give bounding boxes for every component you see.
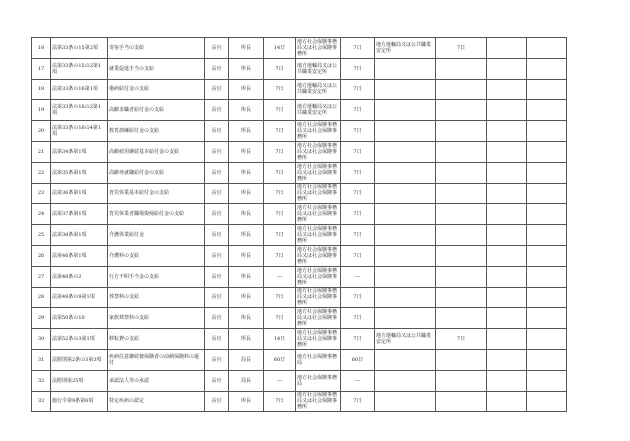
- delegate-cell: 所長: [229, 141, 264, 162]
- office-period-cell: 7日: [341, 38, 375, 59]
- secondary-period-cell: [436, 141, 487, 162]
- delegate-cell: 所長: [229, 329, 264, 350]
- procedure-cell: 葬祭料の支給: [108, 287, 205, 308]
- notes-cell: [527, 349, 567, 370]
- notes-cell: [527, 183, 567, 204]
- remarks-cell: [487, 204, 527, 225]
- secondary-period-cell: [436, 100, 487, 121]
- secondary-office-cell: [375, 391, 436, 412]
- office-period-cell: 7日: [341, 183, 375, 204]
- secondary-period-cell: [436, 266, 487, 287]
- notes-cell: [527, 225, 567, 246]
- legal-basis-cell: 法第38条第1項: [51, 225, 108, 246]
- legal-basis-cell: 法第33条の15第2項: [51, 38, 108, 59]
- delegate-cell: 所長: [229, 266, 264, 287]
- notes-cell: [527, 38, 567, 59]
- notes-cell: [527, 329, 567, 350]
- delegate-cell: 所長: [229, 58, 264, 79]
- delegate-cell: 所長: [229, 225, 264, 246]
- standard-period-cell: 7日: [264, 183, 296, 204]
- remarks-cell: [487, 58, 527, 79]
- secondary-period-cell: [436, 58, 487, 79]
- office-period-cell: 60日: [341, 349, 375, 370]
- office-cell: 地方運輸局又は公共職業安定所: [296, 100, 341, 121]
- office-period-cell: 7日: [341, 391, 375, 412]
- notes-cell: [527, 308, 567, 329]
- table-row: [32, 391, 567, 412]
- secondary-period-cell: [436, 204, 487, 225]
- office-period-cell: —: [341, 266, 375, 287]
- delegate-cell: 所長: [229, 287, 264, 308]
- authority-cell: 長官: [205, 100, 229, 121]
- row-number-cell: 20: [32, 121, 51, 142]
- secondary-office-cell: [375, 245, 436, 266]
- secondary-office-cell: [375, 204, 436, 225]
- office-period-cell: 7日: [341, 100, 375, 121]
- secondary-office-cell: [375, 308, 436, 329]
- secondary-period-cell: [436, 225, 487, 246]
- table-row: [32, 204, 567, 225]
- secondary-period-cell: [436, 183, 487, 204]
- row-number-cell: 18: [32, 79, 51, 100]
- remarks-cell: [487, 79, 527, 100]
- secondary-period-cell: [436, 391, 487, 412]
- secondary-office-cell: [375, 370, 436, 391]
- remarks-cell: [487, 287, 527, 308]
- office-cell: 地方社会保険事務局又は社会保険事務所: [296, 121, 341, 142]
- standard-period-cell: 7日: [264, 100, 296, 121]
- remarks-cell: [487, 38, 527, 59]
- procedure-cell: 高齢雇用継続基本給付金の支給: [108, 141, 205, 162]
- secondary-period-cell: 7日: [436, 329, 487, 350]
- table-row: [32, 370, 567, 391]
- table-row: [32, 349, 567, 370]
- secondary-office-cell: [375, 183, 436, 204]
- procedure-cell: 特定疾病の認定: [108, 391, 205, 412]
- delegate-cell: 所長: [229, 391, 264, 412]
- legal-basis-cell: 施行令第9条第6項: [51, 391, 108, 412]
- authority-cell: 長官: [205, 141, 229, 162]
- secondary-office-cell: [375, 349, 436, 370]
- row-number-cell: 30: [32, 329, 51, 350]
- notes-cell: [527, 100, 567, 121]
- row-number-cell: 32: [32, 370, 51, 391]
- notes-cell: [527, 391, 567, 412]
- table-row: [32, 38, 567, 59]
- secondary-office-cell: 地方運輸局又は公共職業安定所: [375, 329, 436, 350]
- delegate-cell: 所長: [229, 121, 264, 142]
- procedure-cell: 高齢再就職給付金の支給: [108, 162, 205, 183]
- office-period-cell: 7日: [341, 162, 375, 183]
- table-row: [32, 245, 567, 266]
- authority-cell: 長官: [205, 183, 229, 204]
- row-number-cell: 26: [32, 245, 51, 266]
- office-cell: 地方社会保険事務局又は社会保険事務所: [296, 38, 341, 59]
- table-row: [32, 100, 567, 121]
- authority-cell: 長官: [205, 287, 229, 308]
- authority-cell: 長官: [205, 266, 229, 287]
- office-period-cell: 7日: [341, 79, 375, 100]
- secondary-period-cell: [436, 245, 487, 266]
- legal-basis-cell: 法第33条の16第1項: [51, 79, 108, 100]
- notes-cell: [527, 245, 567, 266]
- office-cell: 地方社会保険事務局又は社会保険事務所: [296, 287, 341, 308]
- legal-basis-cell: 法第50条の10: [51, 308, 108, 329]
- standard-period-cell: 7日: [264, 391, 296, 412]
- secondary-period-cell: [436, 370, 487, 391]
- office-cell: 地方運輸局又は公共職業安定所: [296, 79, 341, 100]
- procedure-cell: 高齢求職者給付金の支給: [108, 100, 205, 121]
- procedure-cell: 承認法人等の承認: [108, 370, 205, 391]
- secondary-period-cell: 7日: [436, 38, 487, 59]
- office-cell: 地方社会保険事務局又は社会保険事務所: [296, 329, 341, 350]
- document-sheet: [31, 37, 567, 412]
- remarks-cell: [487, 391, 527, 412]
- legal-basis-cell: 法第37条第1項: [51, 204, 108, 225]
- office-cell: 地方社会保険事務局又は社会保険事務所: [296, 204, 341, 225]
- authority-cell: 長官: [205, 121, 229, 142]
- legal-basis-cell: 法附則第2条の3第3項: [51, 349, 108, 370]
- secondary-period-cell: [436, 162, 487, 183]
- authority-cell: 長官: [205, 308, 229, 329]
- authority-cell: 長官: [205, 38, 229, 59]
- office-cell: 地方運輸局又は公共職業安定所: [296, 58, 341, 79]
- legal-basis-cell: 法第48条の2: [51, 266, 108, 287]
- procedure-cell: 行方不明手当金の支給: [108, 266, 205, 287]
- row-number-cell: 31: [32, 349, 51, 370]
- row-number-cell: 23: [32, 183, 51, 204]
- delegate-cell: 局長: [229, 370, 264, 391]
- row-number-cell: 17: [32, 58, 51, 79]
- office-cell: 地方社会保険事務局又は社会保険事務所: [296, 141, 341, 162]
- standard-period-cell: 7日: [264, 225, 296, 246]
- procedure-cell: 疾病任意継続被保険者の前納保険料の還付: [108, 349, 205, 370]
- office-cell: 地方社会保険事務局又は社会保険事務所: [296, 308, 341, 329]
- row-number-cell: 27: [32, 266, 51, 287]
- secondary-office-cell: [375, 58, 436, 79]
- notes-cell: [527, 58, 567, 79]
- remarks-cell: [487, 121, 527, 142]
- secondary-office-cell: [375, 287, 436, 308]
- notes-cell: [527, 162, 567, 183]
- table-row: [32, 141, 567, 162]
- procedure-cell: 育児休業者職場復帰給付金の支給: [108, 204, 205, 225]
- legal-basis-cell: 法第49条の9第1項: [51, 287, 108, 308]
- secondary-office-cell: 地方運輸局又は公共職業安定所: [375, 38, 436, 59]
- table-row: [32, 225, 567, 246]
- standard-period-cell: 7日: [264, 79, 296, 100]
- office-cell: 地方社会保険事務局又は社会保険事務所: [296, 183, 341, 204]
- delegate-cell: 所長: [229, 100, 264, 121]
- remarks-cell: [487, 162, 527, 183]
- table-row: [32, 266, 567, 287]
- office-cell: 地方社会保険事務局又は社会保険事務所: [296, 162, 341, 183]
- legal-basis-cell: 法第33条の15の2第1項: [51, 58, 108, 79]
- legal-basis-cell: 法第34条第1項: [51, 141, 108, 162]
- delegate-cell: 所長: [229, 308, 264, 329]
- secondary-office-cell: [375, 100, 436, 121]
- standard-period-cell: —: [264, 370, 296, 391]
- legal-basis-cell: 法第36条第1項: [51, 183, 108, 204]
- row-number-cell: 21: [32, 141, 51, 162]
- row-number-cell: 29: [32, 308, 51, 329]
- secondary-period-cell: [436, 308, 487, 329]
- notes-cell: [527, 287, 567, 308]
- office-period-cell: —: [341, 370, 375, 391]
- authority-cell: 長官: [205, 58, 229, 79]
- secondary-period-cell: [436, 349, 487, 370]
- remarks-cell: [487, 266, 527, 287]
- row-number-cell: 18: [32, 38, 51, 59]
- row-number-cell: 19: [32, 100, 51, 121]
- secondary-period-cell: [436, 121, 487, 142]
- row-number-cell: 22: [32, 162, 51, 183]
- secondary-office-cell: [375, 79, 436, 100]
- remarks-cell: [487, 245, 527, 266]
- table-row: [32, 162, 567, 183]
- office-cell: 地方社会保険事務局: [296, 370, 341, 391]
- office-period-cell: 7日: [341, 204, 375, 225]
- remarks-cell: [487, 225, 527, 246]
- standard-period-cell: 7日: [264, 308, 296, 329]
- office-period-cell: 7日: [341, 121, 375, 142]
- standard-period-cell: 7日: [264, 162, 296, 183]
- office-cell: 地方社会保険事務局又は社会保険事務所: [296, 391, 341, 412]
- secondary-office-cell: [375, 141, 436, 162]
- legal-basis-cell: 法附則第25項: [51, 370, 108, 391]
- delegate-cell: 所長: [229, 183, 264, 204]
- office-period-cell: 7日: [341, 329, 375, 350]
- standard-period-cell: —: [264, 266, 296, 287]
- remarks-cell: [487, 370, 527, 391]
- table-row: [32, 79, 567, 100]
- standard-period-cell: 7日: [264, 58, 296, 79]
- notes-cell: [527, 266, 567, 287]
- delegate-cell: 所長: [229, 162, 264, 183]
- procedure-cell: 就業促進手当の支給: [108, 58, 205, 79]
- office-cell: 地方社会保険事務局: [296, 349, 341, 370]
- office-cell: 地方社会保険事務局又は社会保険事務所: [296, 245, 341, 266]
- secondary-period-cell: [436, 287, 487, 308]
- authority-cell: 長官: [205, 204, 229, 225]
- authority-cell: 長官: [205, 391, 229, 412]
- authority-cell: 長官: [205, 245, 229, 266]
- legal-basis-cell: 法第46条第1項: [51, 245, 108, 266]
- authority-cell: 長官: [205, 79, 229, 100]
- delegate-cell: 所長: [229, 38, 264, 59]
- legal-basis-cell: 法第52条の3第1項: [51, 329, 108, 350]
- procedure-cell: 介護休業給付金: [108, 225, 205, 246]
- secondary-office-cell: [375, 162, 436, 183]
- remarks-cell: [487, 308, 527, 329]
- processing-period-table: [31, 37, 567, 412]
- notes-cell: [527, 370, 567, 391]
- row-number-cell: 28: [32, 287, 51, 308]
- table-row: [32, 329, 567, 350]
- standard-period-cell: 7日: [264, 204, 296, 225]
- standard-period-cell: 7日: [264, 121, 296, 142]
- delegate-cell: 局長: [229, 349, 264, 370]
- procedure-cell: 移転費の支給: [108, 329, 205, 350]
- secondary-office-cell: [375, 266, 436, 287]
- authority-cell: 長官: [205, 162, 229, 183]
- delegate-cell: 所長: [229, 245, 264, 266]
- standard-period-cell: 7日: [264, 245, 296, 266]
- standard-period-cell: 14日: [264, 329, 296, 350]
- standard-period-cell: 60日: [264, 349, 296, 370]
- procedure-cell: 傷病給付金の支給: [108, 79, 205, 100]
- notes-cell: [527, 121, 567, 142]
- legal-basis-cell: 法第35条第1項: [51, 162, 108, 183]
- notes-cell: [527, 79, 567, 100]
- remarks-cell: [487, 141, 527, 162]
- delegate-cell: 所長: [229, 79, 264, 100]
- authority-cell: 長官: [205, 225, 229, 246]
- table-row: [32, 308, 567, 329]
- secondary-period-cell: [436, 79, 487, 100]
- secondary-office-cell: [375, 121, 436, 142]
- legal-basis-cell: 法第33条の16の4第1項: [51, 121, 108, 142]
- table-row: [32, 287, 567, 308]
- standard-period-cell: 7日: [264, 287, 296, 308]
- notes-cell: [527, 141, 567, 162]
- remarks-cell: [487, 349, 527, 370]
- authority-cell: 長官: [205, 349, 229, 370]
- office-period-cell: 7日: [341, 245, 375, 266]
- standard-period-cell: 14日: [264, 38, 296, 59]
- procedure-cell: 教育訓練給付金の支給: [108, 121, 205, 142]
- office-cell: 地方社会保険事務局又は社会保険事務所: [296, 225, 341, 246]
- standard-period-cell: 7日: [264, 141, 296, 162]
- table-row: [32, 121, 567, 142]
- table-body: [32, 38, 567, 412]
- remarks-cell: [487, 100, 527, 121]
- table-row: [32, 58, 567, 79]
- procedure-cell: 家族葬祭料の支給: [108, 308, 205, 329]
- office-cell: 地方社会保険事務局又は社会保険事務所: [296, 266, 341, 287]
- delegate-cell: 所長: [229, 204, 264, 225]
- row-number-cell: 25: [32, 225, 51, 246]
- table-row: [32, 183, 567, 204]
- office-period-cell: 7日: [341, 287, 375, 308]
- office-period-cell: 7日: [341, 308, 375, 329]
- notes-cell: [527, 204, 567, 225]
- row-number-cell: 24: [32, 204, 51, 225]
- authority-cell: 長官: [205, 370, 229, 391]
- secondary-office-cell: [375, 225, 436, 246]
- office-period-cell: 7日: [341, 225, 375, 246]
- row-number-cell: 33: [32, 391, 51, 412]
- legal-basis-cell: 法第33条の16の2第1項: [51, 100, 108, 121]
- remarks-cell: [487, 183, 527, 204]
- office-period-cell: 7日: [341, 141, 375, 162]
- procedure-cell: 介護料の支給: [108, 245, 205, 266]
- office-period-cell: 7日: [341, 58, 375, 79]
- procedure-cell: 寄宿手当の支給: [108, 38, 205, 59]
- procedure-cell: 育児休業基本給付金の支給: [108, 183, 205, 204]
- authority-cell: 長官: [205, 329, 229, 350]
- remarks-cell: [487, 329, 527, 350]
